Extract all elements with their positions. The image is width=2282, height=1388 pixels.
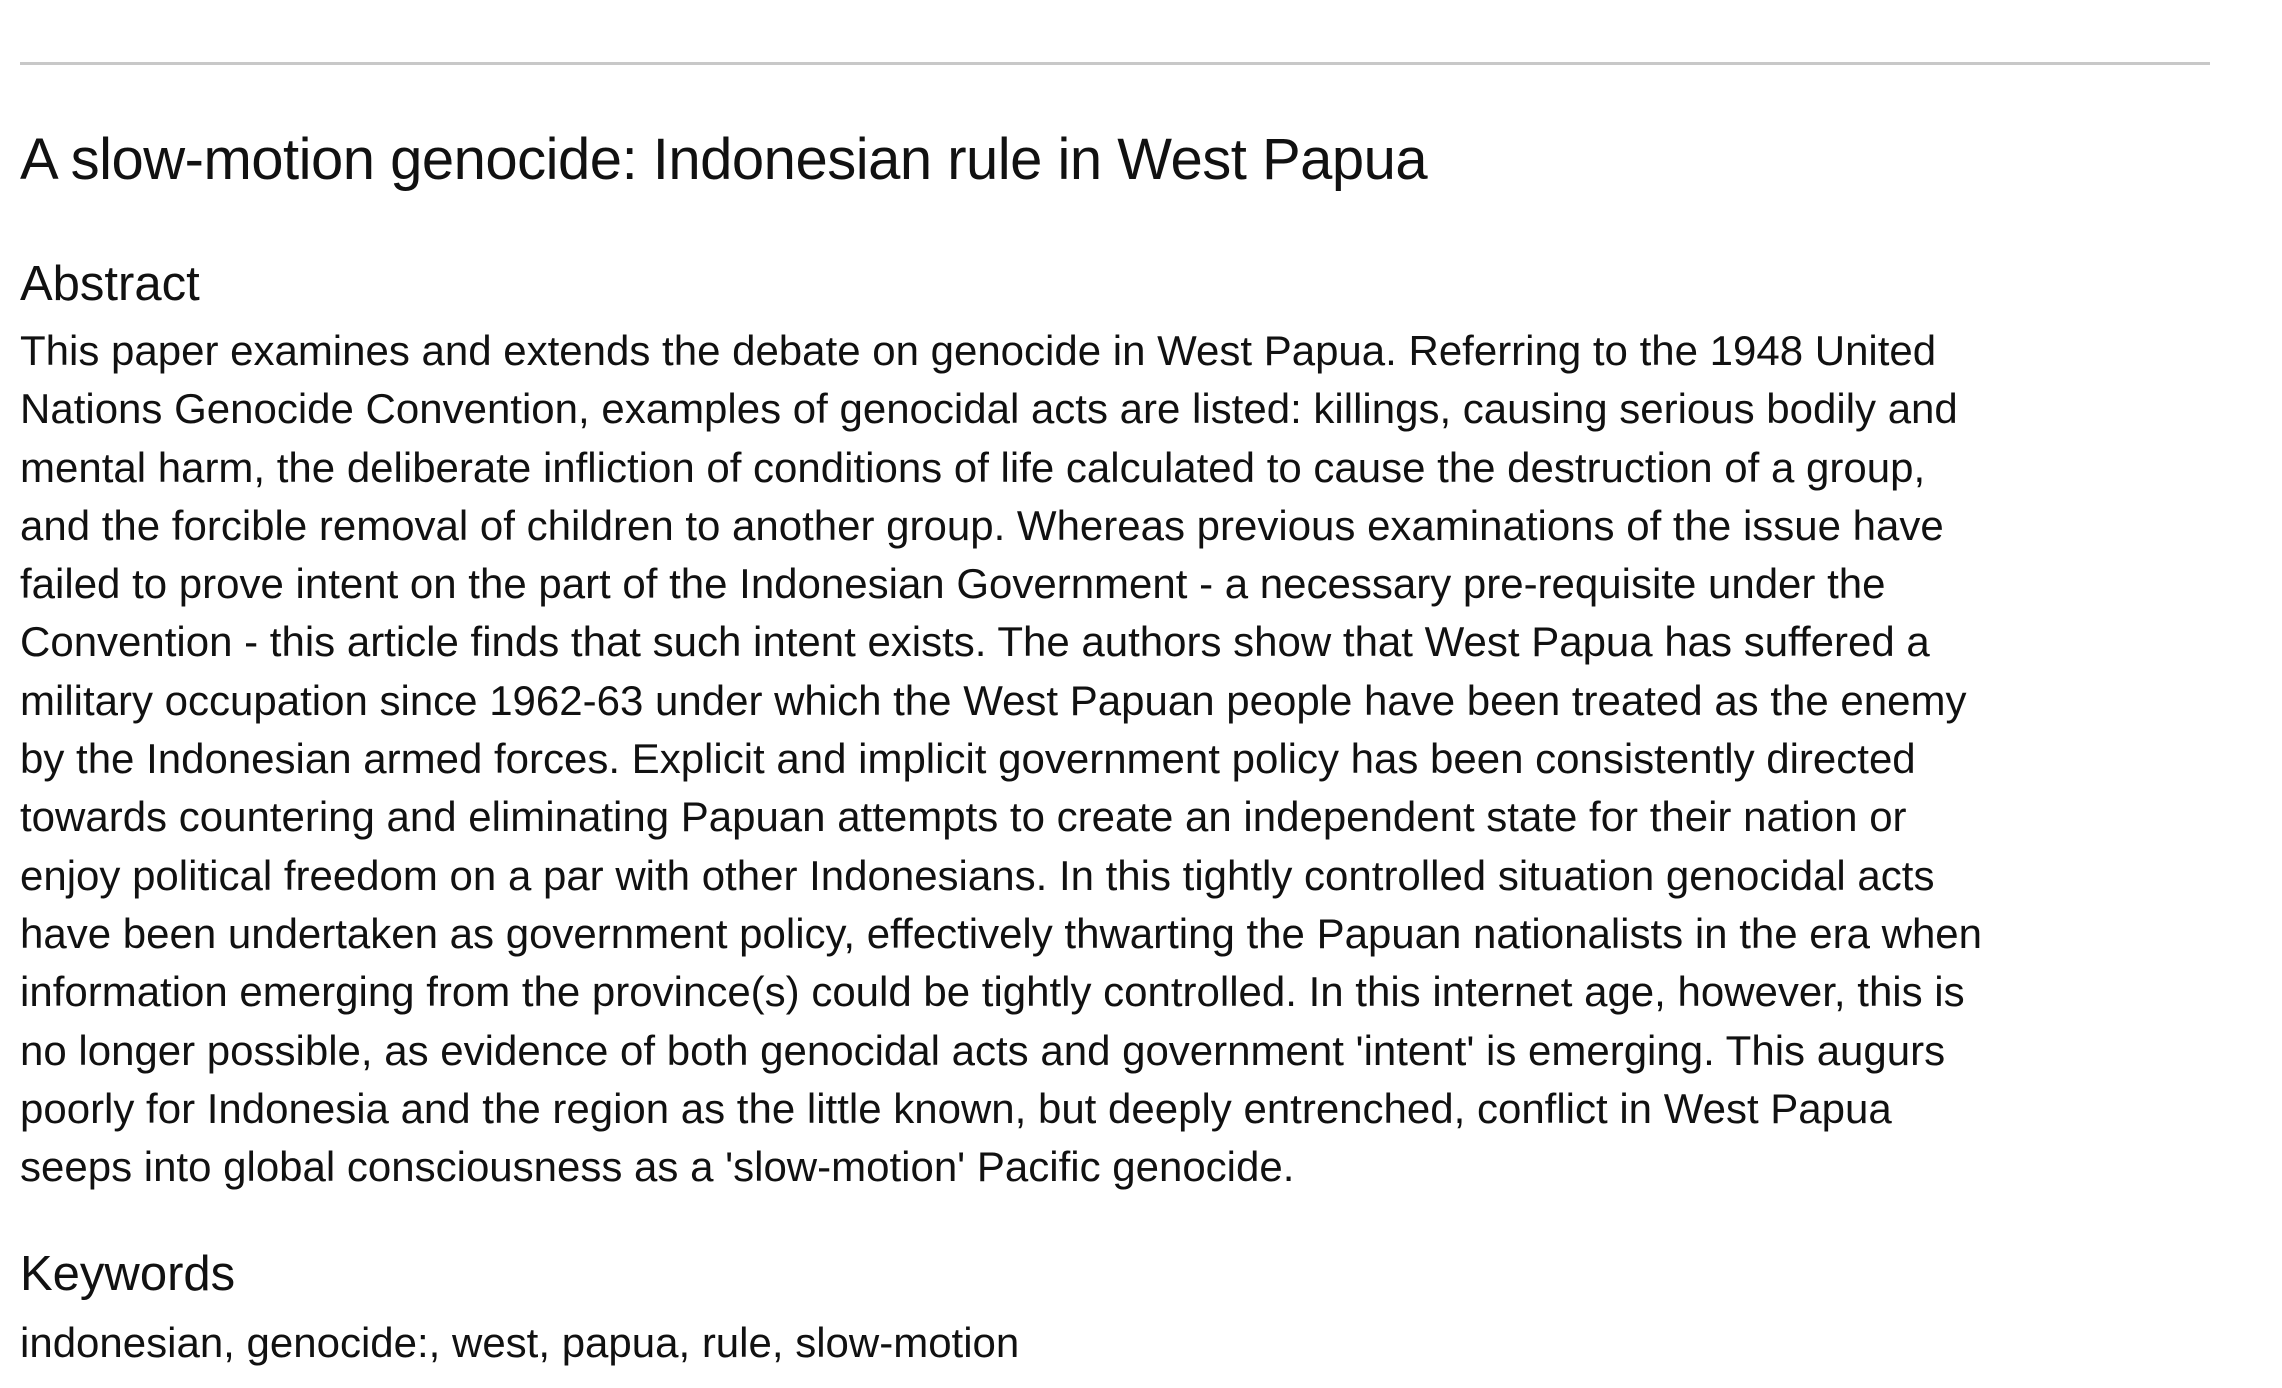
abstract-line: information emerging from the province(s) could be tightly controlled. In this internet age, however, this is (20, 968, 1965, 1016)
abstract-line: towards countering and eliminating Papuan attempts to create an independent state for their nation or (20, 793, 1907, 841)
abstract-line: military occupation since 1962-63 under which the West Papuan people have been treated as the enemy (20, 676, 1967, 724)
top-divider (20, 62, 2210, 65)
article-title: A slow-motion genocide: Indonesian rule in West Papua (20, 127, 1428, 192)
abstract-line: poorly for Indonesia and the region as the little known, but deeply entrenched, conflict in West Papua (20, 1084, 1892, 1132)
abstract-heading: Abstract (20, 257, 200, 311)
abstract-line: This paper examines and extends the debate on genocide in West Papua. Referring to the 1948 United (20, 327, 1937, 374)
abstract-line: failed to prove intent on the part of the Indonesian Government - a necessary pre-requisite under the (20, 560, 1886, 608)
abstract-line: no longer possible, as evidence of both genocidal acts and government 'intent' is emerging. This augurs (20, 1026, 1946, 1074)
abstract-line: Convention - this article finds that such intent exists. The authors show that West Papua has suffered a (20, 618, 1930, 666)
abstract-line: and the forcible removal of children to another group. Whereas previous examinations of the issue have (20, 501, 1944, 549)
abstract-line: enjoy political freedom on a par with other Indonesians. In this tightly controlled situation genocidal acts (20, 851, 1935, 899)
keywords-list: indonesian, genocide:, west, papua, rule, slow-motion (20, 1319, 1020, 1366)
abstract-line: Nations Genocide Convention, examples of genocidal acts are listed: killings, causing serious bodily and (20, 385, 1958, 433)
abstract-line: seeps into global consciousness as a 'slow-motion' Pacific genocide. (20, 1143, 1295, 1191)
abstract-line: mental harm, the deliberate infliction of conditions of life calculated to cause the destruction of a group, (20, 443, 1926, 491)
abstract-text (20, 322, 2210, 1196)
keywords-heading: Keywords (20, 1247, 236, 1301)
abstract-line: have been undertaken as government policy, effectively thwarting the Papuan nationalists in the era when (20, 909, 1983, 957)
abstract-line: by the Indonesian armed forces. Explicit and implicit government policy has been consistently directed (20, 735, 1916, 783)
